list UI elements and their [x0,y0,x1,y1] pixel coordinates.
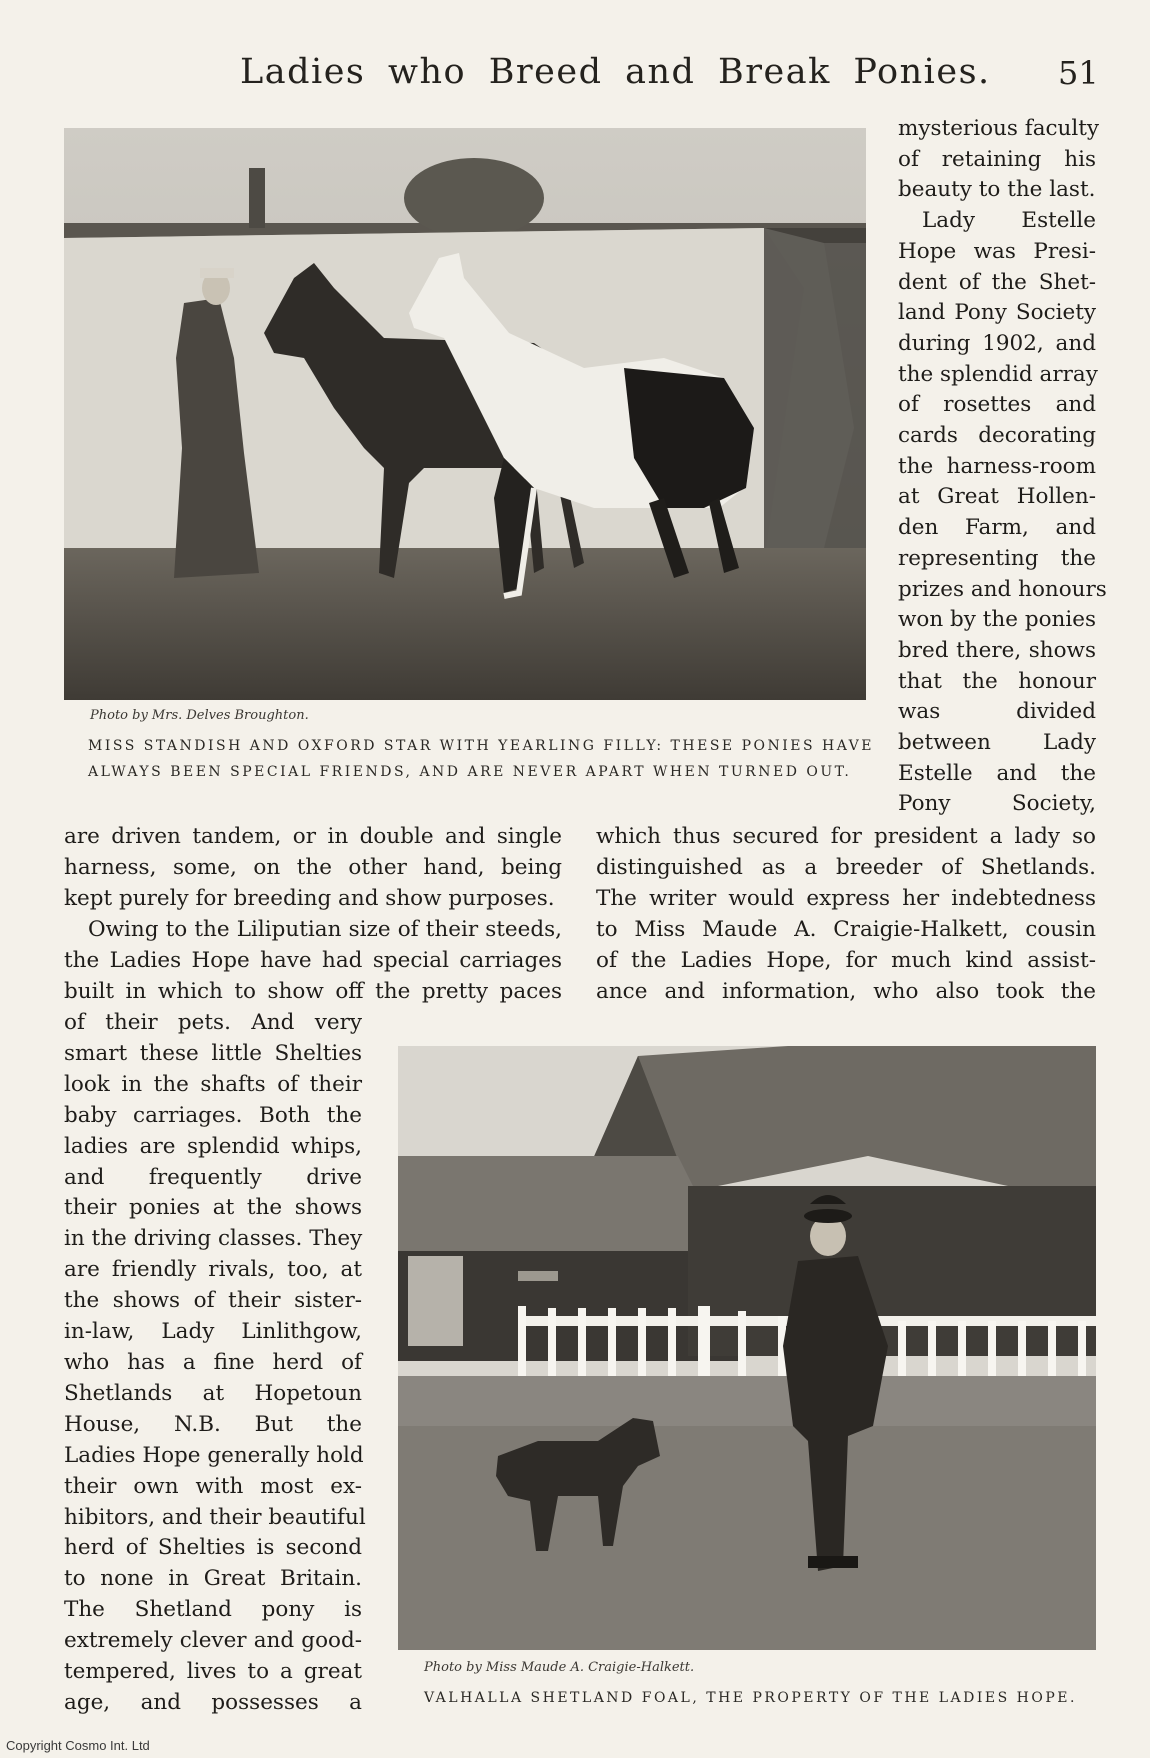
text-line: Shetlands at Hopetoun [64,1380,362,1406]
photo-man-with-foal [398,1046,1096,1650]
text-line: their own with most ex- [64,1473,362,1499]
text-line: which thus secured for president a lady so [596,824,1096,849]
caption-top-line2: ALWAYS BEEN SPECIAL FRIENDS, AND ARE NEVER APART WHEN TURNED OUT. [88,764,852,780]
text-line: in-law, Lady Linlithgow, [64,1319,362,1345]
text-line: in the driving classes. They [64,1226,363,1252]
column-middle-right [596,822,1096,1007]
text-line: of rosettes and [898,392,1096,418]
text-line: Ladies Hope generally hold [64,1442,364,1468]
text-line: dent of the Shet- [898,269,1096,295]
text-line: The Shetland pony is [64,1597,362,1623]
text-line: baby carriages. Both the [64,1102,362,1128]
text-line: are friendly rivals, too, at [64,1257,362,1283]
text-line: Lady Estelle [922,208,1096,234]
text-line: land Pony Society [898,300,1096,326]
text-line: that the honour [898,668,1096,694]
text-line: ance and information, who also took the [596,978,1096,1004]
text-line: of retaining his [898,146,1096,172]
text-line: prizes and honours [898,576,1107,602]
text-line: between Lady [898,730,1096,756]
text-line: the harness-room [898,453,1096,479]
text-line: harness, some, on the other hand, being [64,854,562,880]
text-line: kept purely for breeding and show purposes. [64,885,555,911]
text-line: are driven tandem, or in double and single [64,824,562,849]
text-line: House, N.B. But the [64,1411,362,1437]
text-line: to none in Great Britain. [64,1566,362,1592]
text-line: was divided [898,699,1096,725]
text-line: herd of Shelties is second [64,1535,362,1561]
text-line: Pony Society, [898,791,1096,817]
text-line: the Ladies Hope have had special carriages [64,947,562,973]
text-line: tempered, lives to a great [64,1659,362,1685]
text-line: hibitors, and their beautiful [64,1504,366,1530]
caption-bottom: VALHALLA SHETLAND FOAL, THE PROPERTY OF THE LADIES HOPE. [424,1690,1077,1706]
text-line: distinguished as a breeder of Shetlands. [596,854,1096,880]
photo-woman-with-horses [64,128,866,700]
text-line: look in the shafts of their [64,1071,362,1097]
text-line: of the Ladies Hope, for much kind assist- [596,947,1096,973]
text-line: extremely clever and good- [64,1628,362,1654]
copyright-notice: Copyright Cosmo Int. Ltd [6,1738,150,1753]
text-line: built in which to show off the pretty paces [64,978,562,1004]
text-line: bred there, shows [898,637,1096,663]
text-line: Estelle and the [898,760,1096,786]
caption-top-line1: MISS STANDISH AND OXFORD STAR WITH YEARLING FILLY: THESE PONIES HAVE [88,738,874,754]
text-line: the splendid array [898,361,1098,387]
text-line: won by the ponies [898,607,1097,633]
page-number: 51 [1058,54,1099,92]
running-head-title: Ladies who Breed and Break Ponies. [240,52,991,92]
text-line: their ponies at the shows [64,1195,362,1221]
photo-credit-bottom: Photo by Miss Maude A. Craigie-Halkett. [424,1660,695,1675]
text-line: and frequently drive [64,1164,362,1190]
text-line: Hope was Presi- [898,238,1096,264]
text-line: Owing to the Liliputian size of their steeds, [88,916,562,942]
text-line: ladies are splendid whips, [64,1133,362,1159]
text-line: who has a fine herd of [64,1349,362,1375]
column-middle-left [64,822,562,1007]
text-line: of their pets. And very [64,1010,362,1035]
column-right-top [898,114,1107,820]
text-line: den Farm, and [898,515,1096,541]
text-line: age, and possesses a [64,1689,362,1715]
text-line: smart these little Shelties [64,1040,362,1066]
text-line: representing the [898,545,1096,571]
text-line: to Miss Maude A. Craigie-Halkett, cousin [596,916,1096,942]
column-bottom-left [64,1008,366,1719]
text-line: at Great Hollen- [898,484,1096,510]
text-line: beauty to the last. [898,177,1096,203]
text-line: mysterious faculty [898,116,1100,141]
text-line: cards decorating [898,423,1096,449]
text-line: the shows of their sister- [64,1288,362,1314]
photo-credit-top: Photo by Mrs. Delves Broughton. [90,708,309,723]
text-line: during 1902, and [898,330,1096,356]
text-line: The writer would express her indebtedness [596,885,1096,911]
